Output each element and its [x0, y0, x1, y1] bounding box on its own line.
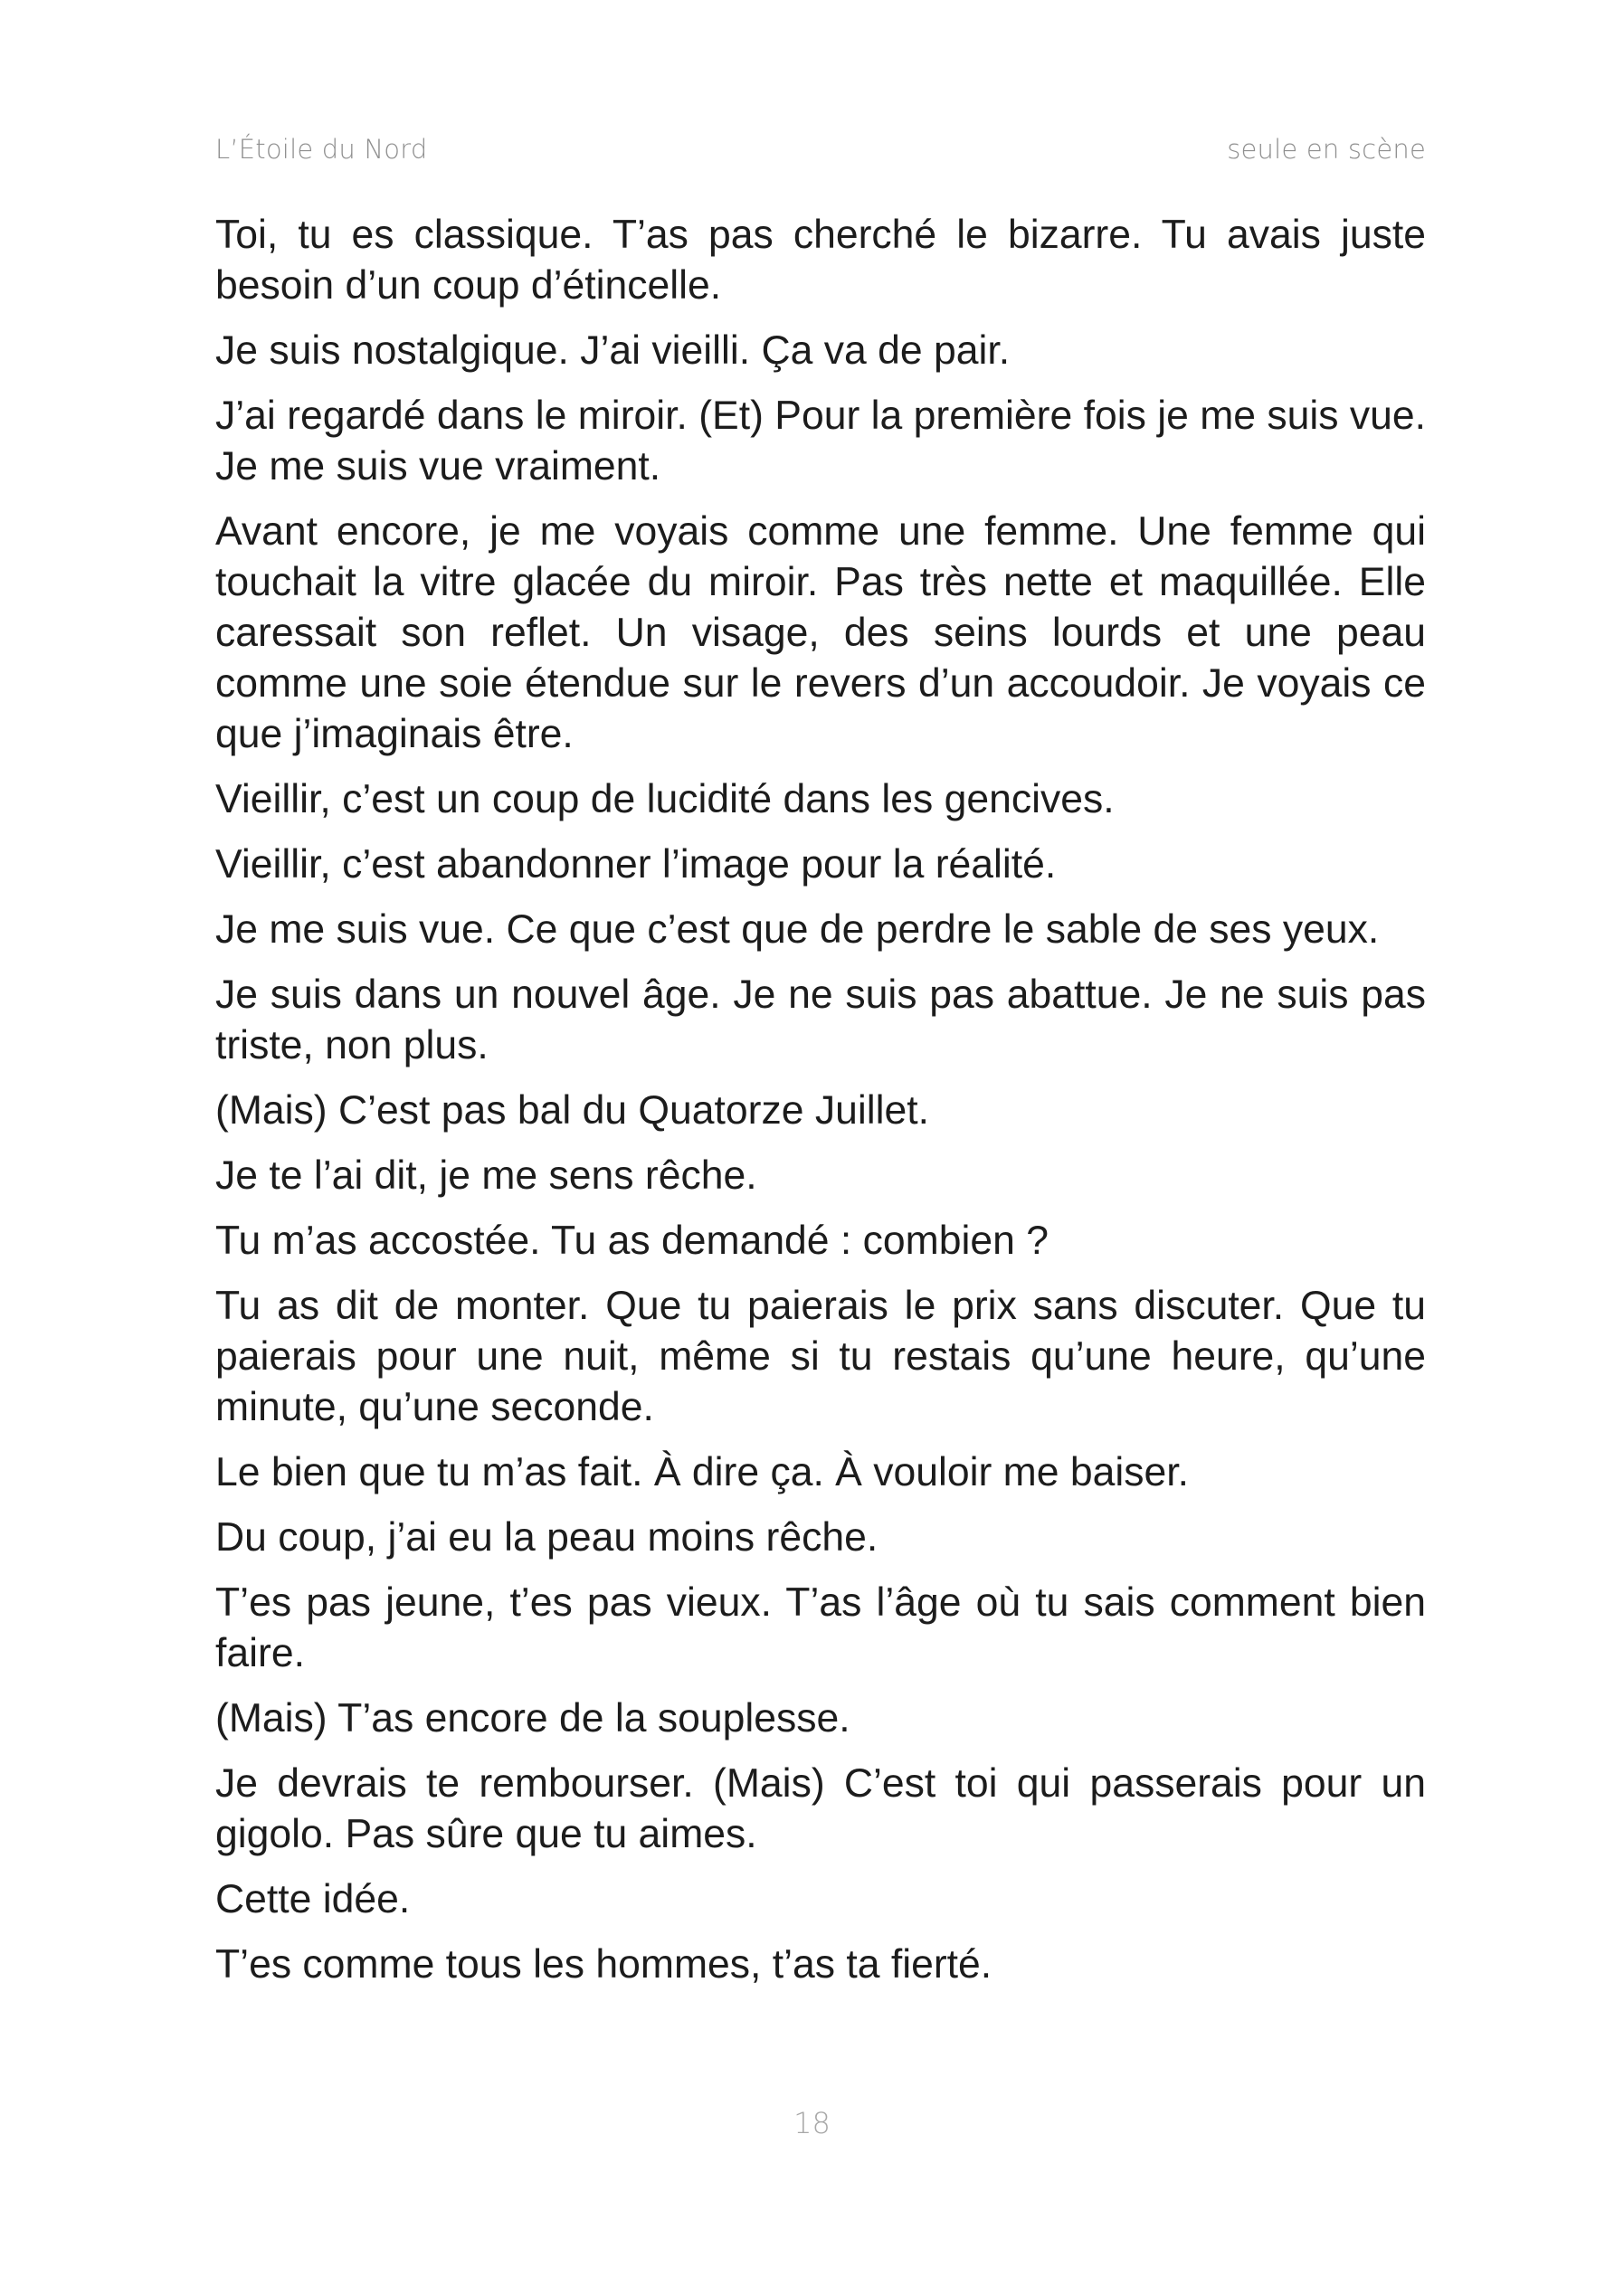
paragraph: Du coup, j’ai eu la peau moins rêche. [215, 1515, 878, 1560]
paragraph: Je suis nostalgique. J’ai vieilli. Ça va de pair. [215, 328, 1011, 373]
paragraph: Je me suis vue. Ce que c’est que de perdre le sable de ses yeux. [215, 907, 1380, 952]
paragraph: J’ai regardé dans le miroir. (Et) Pour la première fois je me suis vue. Je me suis vue vraiment. [215, 394, 1426, 489]
paragraph: Tu as dit de monter. Que tu paierais le prix sans discuter. Que tu paierais pour une nuit, même si tu restais qu’une heure, qu’une minute, qu’une seconde. [215, 1284, 1426, 1429]
paragraph: Tu m’as accostée. Tu as demandé : combien ? [215, 1219, 1049, 1263]
paragraph: Le bien que tu m’as fait. À dire ça. À vouloir me baiser. [215, 1450, 1189, 1494]
paragraph: Vieillir, c’est un coup de lucidité dans les gencives. [215, 777, 1115, 821]
paragraph: T’es comme tous les hommes, t’as ta fierté. [215, 1942, 992, 1987]
paragraph: Vieillir, c’est abandonner l’image pour la réalité. [215, 842, 1057, 887]
paragraph: Je te l’ai dit, je me sens rêche. [215, 1153, 757, 1198]
running-header [215, 134, 1426, 165]
header-section-title: seule en scène [1227, 134, 1426, 165]
body-text [215, 210, 1426, 2005]
paragraph: Avant encore, je me voyais comme une femme. Une femme qui touchait la vitre glacée du miroir. Pas très nette et maquillée. Elle caressait son reflet. Un visage, des seins lourds et une peau comme une soie étendue sur le revers d’un accoudoir. Je voyais ce que j’imaginais être. [215, 509, 1426, 756]
paragraph: Cette idée. [215, 1877, 411, 1921]
paragraph: (Mais) C’est pas bal du Quatorze Juillet. [215, 1088, 929, 1133]
paragraph: Toi, tu es classique. T’as pas cherché le bizarre. Tu avais juste besoin d’un coup d’étincelle. [215, 213, 1426, 308]
page-number: 18 [793, 2106, 831, 2140]
paragraph: T’es pas jeune, t’es pas vieux. T’as l’âge où tu sais comment bien faire. [215, 1580, 1426, 1675]
paragraph: (Mais) T’as encore de la souplesse. [215, 1696, 850, 1741]
paragraph: Je devrais te rembourser. (Mais) C’est toi qui passerais pour un gigolo. Pas sûre que tu aimes. [215, 1761, 1426, 1856]
header-book-title: L’Étoile du Nord [215, 134, 428, 165]
paragraph: Je suis dans un nouvel âge. Je ne suis pas abattue. Je ne suis pas triste, non plus. [215, 972, 1426, 1067]
